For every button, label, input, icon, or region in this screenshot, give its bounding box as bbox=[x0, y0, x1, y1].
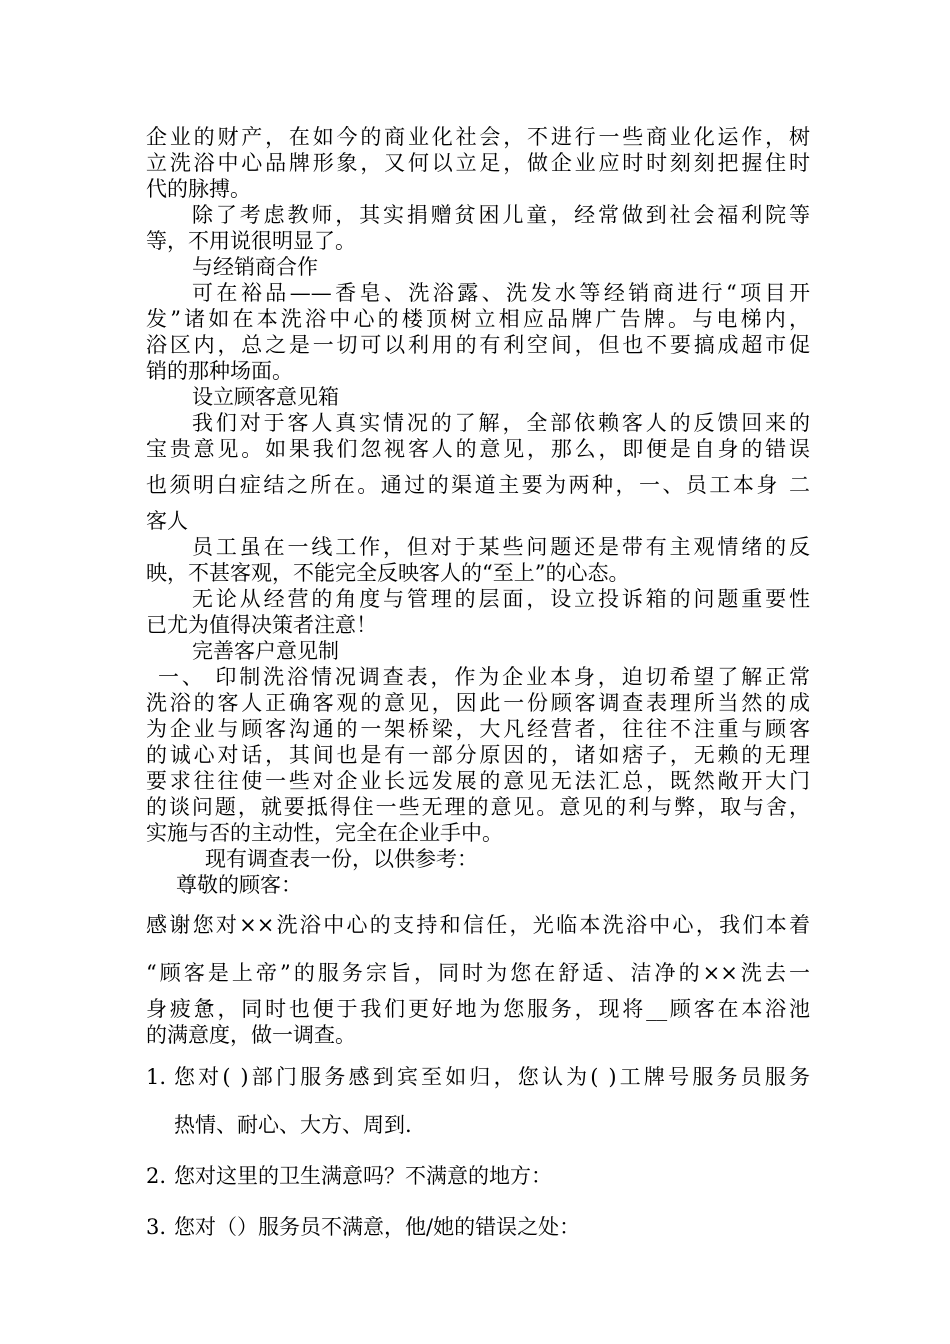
section-heading: 与经销商合作 bbox=[192, 255, 318, 279]
list-item-text: 您对( )部门服务感到宾至如归，您认为( )工牌号服务员服务 bbox=[174, 1065, 810, 1089]
body-line: 也须明白症结之所在。通过的渠道主要为两种，一、员工本身 二 bbox=[146, 473, 810, 497]
body-line: 发”诸如在本洗浴中心的楼顶树立相应品牌广告牌。与电梯内， bbox=[146, 307, 810, 331]
body-line: 映，不甚客观，不能完全反映客人的“至上”的心态。 bbox=[146, 561, 630, 585]
list-item-number: 3. bbox=[146, 1215, 167, 1239]
salutation: 尊敬的顾客： bbox=[176, 873, 302, 897]
list-item-text: 您对这里的卫生满意吗？不满意的地方： bbox=[174, 1164, 552, 1188]
body-line: 洗浴的客人正确客观的意见，因此一份顾客调查表理所当然的成 bbox=[146, 691, 810, 715]
body-line: 立洗浴中心品牌形象，又何以立足，做企业应时时刻刻把握住时 bbox=[146, 151, 810, 175]
list-item-number: 2. bbox=[146, 1164, 167, 1188]
body-line: 宝贵意见。如果我们忽视客人的意见，那么，即便是自身的错误 bbox=[146, 437, 810, 461]
body-line: 身疲惫，同时也便于我们更好地为您服务，现将__顾客在本浴池 bbox=[146, 997, 810, 1021]
list-item-number: 1. bbox=[146, 1065, 167, 1089]
body-line: 代的脉搏。 bbox=[146, 177, 251, 201]
body-line: 除了考虑教师，其实捐赠贫困儿童，经常做到社会福利院等 bbox=[192, 203, 810, 227]
body-line: 为企业与顾客沟通的一架桥梁，大凡经营者，往往不注重与顾客 bbox=[146, 717, 810, 741]
body-line: 的谈问题，就要抵得住一些无理的意见。意见的利与弊，取与舍， bbox=[146, 795, 810, 819]
body-line: 浴区内，总之是一切可以利用的有利空间，但也不要搞成超市促 bbox=[146, 333, 810, 357]
body-line: 客人 bbox=[146, 509, 188, 533]
body-line: 的满意度，做一调查。 bbox=[146, 1023, 356, 1047]
section-heading: 设立顾客意见箱 bbox=[192, 385, 339, 409]
list-item-text: 您对（）服务员不满意，他/她的错误之处： bbox=[174, 1215, 581, 1239]
body-line: 要求往往使一些对企业长远发展的意见无法汇总，既然敞开大门 bbox=[146, 769, 810, 793]
list-item-continuation: 热情、耐心、大方、周到. bbox=[174, 1113, 412, 1137]
body-line: 企业的财产，在如今的商业化社会，不进行一些商业化运作，树 bbox=[146, 125, 810, 149]
body-line: 等，不用说很明显了。 bbox=[146, 229, 356, 253]
body-line: 员工虽在一线工作，但对于某些问题还是带有主观情绪的反 bbox=[192, 535, 810, 559]
body-line: “顾客是上帝”的服务宗旨，同时为您在舒适、洁净的××洗去一 bbox=[146, 961, 810, 985]
body-line: 现有调查表一份，以供参考： bbox=[205, 847, 478, 871]
body-line: 无论从经营的角度与管理的层面，设立投诉箱的问题重要性 bbox=[192, 587, 810, 611]
body-line: 我们对于客人真实情况的了解，全部依赖客人的反馈回来的 bbox=[192, 411, 810, 435]
body-line: 销的那种场面。 bbox=[146, 359, 293, 383]
body-line: 感谢您对××洗浴中心的支持和信任，光临本洗浴中心，我们本着 bbox=[146, 913, 810, 937]
section-heading: 完善客户意见制 bbox=[192, 639, 339, 663]
body-line: 的诚心对话，其间也是有一部分原因的，诸如痞子，无赖的无理 bbox=[146, 743, 810, 767]
body-line: 已尤为值得决策者注意！ bbox=[146, 613, 377, 637]
body-line: 一、 印制洗浴情况调查表，作为企业本身，迫切希望了解正常 bbox=[158, 665, 810, 689]
body-line: 实施与否的主动性，完全在企业手中。 bbox=[146, 821, 503, 845]
body-line: 可在裕品——香皂、洗浴露、洗发水等经销商进行“项目开 bbox=[192, 281, 810, 305]
